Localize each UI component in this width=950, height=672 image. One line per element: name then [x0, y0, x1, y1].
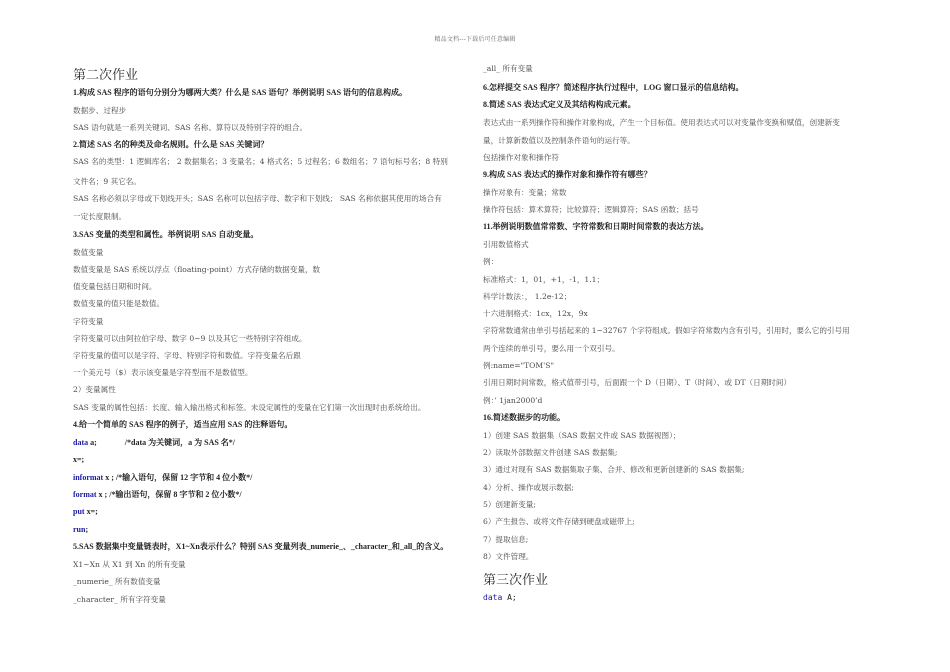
code-text: x ; /*输出语句，保留 8 字节和 2 位小数*/: [96, 490, 242, 499]
answer-line: 操作对象有：变量；常数: [483, 188, 567, 197]
code-keyword: informat: [73, 473, 104, 482]
code-line: [483, 593, 517, 603]
answer-line: SAS 名称必须以字母或下划线开头；SAS 名称可以包括字母、数字和下划线； SAS 名称依据其使用的场合有: [73, 194, 442, 203]
answer-line: 7）提取信息;: [483, 535, 529, 544]
answer-line: 8）文件管理。: [483, 552, 534, 561]
section-title-2: 第二次作业: [73, 68, 139, 83]
question-6: 6.怎样提交 SAS 程序？简述程序执行过程中，LOG 窗口显示的信息结构。: [483, 83, 744, 92]
code-line-2: x=;: [73, 455, 85, 464]
answer-line: 值变量包括日期和时间。: [73, 282, 157, 291]
code-keyword: run: [73, 525, 86, 534]
code-text: x=;: [84, 507, 98, 516]
answer-line: 字符变量可以由阿拉伯字母、数字 0~9 以及其它一些特别字符组成。: [73, 334, 307, 343]
answer-line: 4）分析、操作或展示数据;: [483, 483, 574, 492]
answer-line: 3）通过对现有 SAS 数据集取子集、合并、修改和更新创建新的 SAS 数据集;: [483, 465, 745, 474]
answer-line: 数值变量: [73, 248, 104, 257]
question-1: 1.构成 SAS 程序的语句分别分为哪两大类？什么是 SAS 语句？举例说明 SAS 语句的信息构成。: [73, 88, 408, 97]
question-2: 2.简述 SAS 名的种类及命名规则。什么是 SAS 关键词？: [73, 140, 269, 149]
code-text: a;: [88, 438, 97, 447]
answer-line: _numerie_ 所有数值变量: [73, 577, 161, 586]
question-3: 3.SAS 变量的类型和属性。举例说明 SAS 自动变量。: [73, 230, 259, 239]
code-line-5: [73, 507, 98, 517]
answer-line: 引用数值格式: [483, 240, 529, 249]
answer-line: 数值变量的值只能是数值。: [73, 299, 165, 308]
answer-line: 引用日期时间常数，格式值带引号，后面跟一个 D（日期）、T（时间）、或 DT（日期时间）: [483, 378, 792, 387]
answer-line: 文件名；9 其它名。: [73, 177, 141, 186]
answer-line: 十六进制格式：1cx，12x，9x: [483, 309, 588, 318]
answer-line: 1）创建 SAS 数据集（SAS 数据文件或 SAS 数据视图）；: [483, 431, 681, 440]
page-header: 精品文档---下载后可任意编辑: [434, 36, 516, 43]
answer-line: 例:name="TOM'S": [483, 361, 554, 370]
answer-line: 包括操作对象和操作符: [483, 153, 559, 162]
answer-line: 两个连续的单引号，要么用一个双引号。: [483, 344, 620, 353]
answer-line: 数据步、过程步: [73, 106, 127, 115]
code-line-3: [73, 473, 252, 483]
answer-line: 操作符包括：算术算符；比较算符；逻辑算符；SAS 函数；括号: [483, 205, 699, 214]
answer-line: 例：’ 1jan2000’d: [483, 396, 543, 405]
answer-line: 一个美元号（$）表示该变量是字符型而不是数值型。: [73, 368, 253, 377]
answer-line: 一定长度限制。: [73, 212, 127, 221]
code-line-1: [73, 438, 235, 448]
answer-line: 数值变量是 SAS 系统以浮点（floating-point）方式存储的数据变量，数: [73, 265, 321, 274]
code-keyword: data: [73, 438, 89, 447]
code-text: x ; /*输入语句，保留 12 字节和 4 位小数*/: [103, 473, 253, 482]
answer-line: 字符变量的值可以是字符、字母、特别字符和数值。字符变量名后跟: [73, 351, 301, 360]
answer-line: 字符变量: [73, 317, 104, 326]
answer-line: 字符常数通常由单引号括起来的 1~32767 个字符组成。假如字符常数内含有引号，引用时，要么它的引号用: [483, 326, 850, 335]
answer-line: 5）创建新变量;: [483, 500, 536, 509]
answer-line: X1~Xn 从 X1 到 Xn 的所有变量: [73, 560, 186, 569]
question-16: 16.简述数据步的功能。: [483, 413, 565, 422]
question-8: 8.简述 SAS 表达式定义及其结构构成元素。: [483, 100, 636, 109]
answer-line: 表达式由一系列操作符和操作对象构成，产生一个目标值。使用表达式可以对变量作变换和赋值，创建新变: [483, 118, 840, 127]
answer-line: _all_ 所有变量: [483, 64, 533, 73]
question-5: 5.SAS 数据集中变量链表时，X1~Xn表示什么？特别 SAS 变量列表_numerie_、_character_和_all_的含义。: [73, 542, 449, 551]
section-title-3: 第三次作业: [483, 573, 549, 588]
code-line-4: [73, 490, 242, 500]
answer-line: 量，计算新数值以及控制条件语句的运行等。: [483, 136, 635, 145]
answer-line: SAS 变量的属性包括：长度、输入输出格式和标签。未设定属性的变量在它们第一次出现时由系统给出。: [73, 403, 426, 412]
answer-line: 例：: [483, 257, 499, 266]
question-9: 9.构成 SAS 表达式的操作对象和操作符有哪些？: [483, 170, 652, 179]
answer-line: 标准格式：1，01，+1，-1，1.1；: [483, 275, 605, 284]
code-keyword: put: [73, 507, 85, 516]
code-line-6: [73, 525, 88, 535]
answer-line: 6）产生报告、或将文件存储到硬盘或磁带上;: [483, 517, 635, 526]
answer-line: SAS 语句就是一系列关键词、SAS 名称、算符以及特别字符的组合。: [73, 123, 308, 132]
question-11: 11.举例说明数值常常数、字符常数和日期时间常数的表达方法。: [483, 222, 709, 231]
answer-line: _character_ 所有字符变量: [73, 595, 166, 604]
code-comment: /*data 为关键词，a 为 SAS 名*/: [124, 438, 236, 447]
code-text: ;: [85, 525, 89, 534]
answer-line: 科学计数法：， 1.2e-12；: [483, 292, 572, 301]
code-keyword: data: [483, 593, 503, 602]
answer-line: SAS 名的类型：1 逻辑库名； 2 数据集名；3 变量名；4 格式名；5 过程名；6 数组名；7 语句标号名；8 特别: [73, 157, 448, 166]
answer-line: 2）读取外部数据文件创建 SAS 数据集;: [483, 448, 618, 457]
code-keyword: format: [73, 490, 97, 499]
code-text: A;: [502, 593, 517, 602]
answer-line: 2）变量属性: [73, 385, 116, 394]
question-4: 4.给一个简单的 SAS 程序的例子，适当应用 SAS 的注释语句。: [73, 420, 293, 429]
